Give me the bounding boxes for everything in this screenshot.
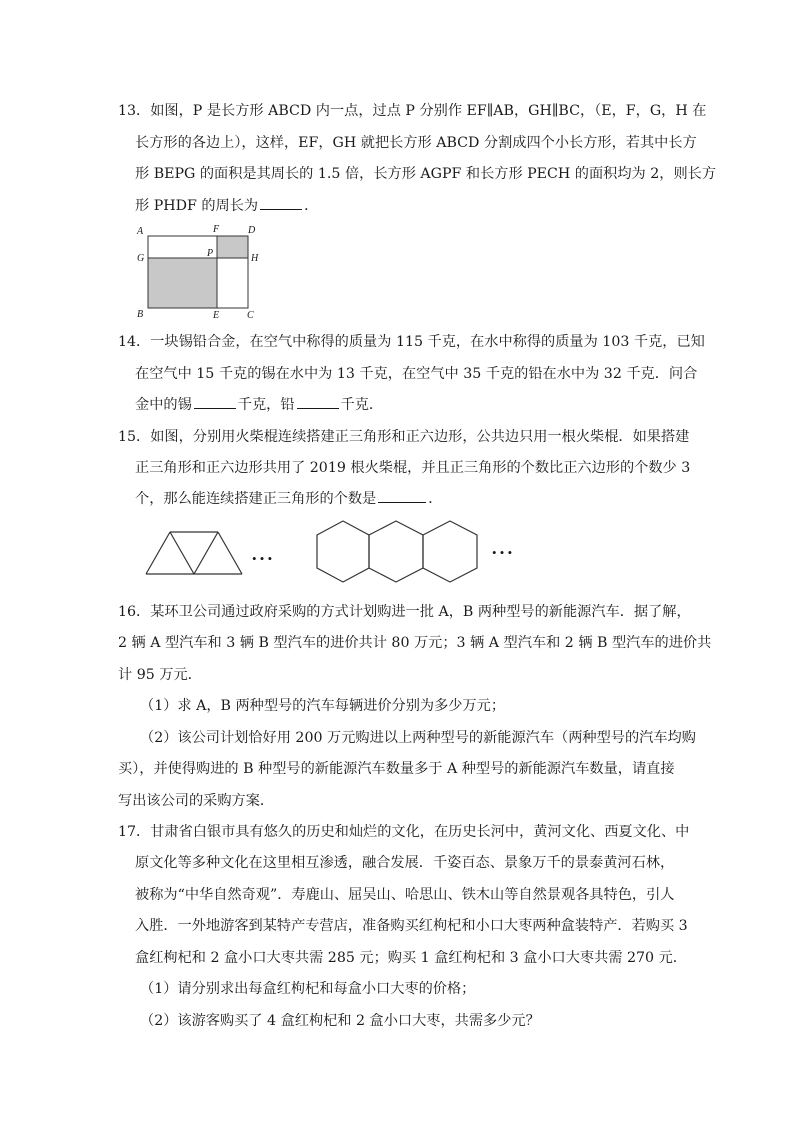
q13-line-2: 长方形的各边上），这样，EF，GH 就把长方形 ABCD 分割成四个小长方形，若其中长方 bbox=[135, 135, 697, 151]
q16-line-3: 计 95 万元． bbox=[118, 667, 202, 683]
matchstick bbox=[170, 532, 194, 574]
ellipsis-triangles: • • • bbox=[252, 551, 273, 566]
q15-line-3 bbox=[135, 489, 442, 509]
rect-phdf-shaded bbox=[217, 236, 248, 258]
q15-end: ． bbox=[428, 491, 443, 507]
q16-line-2: 2 辆 A 型汽车和 3 辆 B 型汽车的进价共计 80 万元；3 辆 A 型汽车和 2 辆 B 型汽车的进价共 bbox=[118, 635, 712, 651]
ellipsis-hexagons: • • • bbox=[492, 545, 513, 560]
label-a: A bbox=[137, 226, 144, 237]
rect-bepg-shaded bbox=[148, 258, 217, 308]
answer-blank-tin[interactable] bbox=[194, 395, 236, 409]
q16-sub-2-end: 写出该公司的采购方案． bbox=[118, 793, 275, 809]
q14-text-c: 千克． bbox=[340, 397, 384, 413]
q17-sub-2: （2）该游客购买了 4 盒红枸杞和 2 盒小口大枣，共需多少元？ bbox=[140, 1013, 540, 1029]
q13-line-4 bbox=[135, 196, 318, 216]
label-c: C bbox=[247, 310, 254, 320]
q17-line-5: 盒红枸杞和 2 盒小口大枣共需 285 元；购买 1 盒红枸杞和 3 盒小口大枣共需 270 元． bbox=[135, 950, 687, 966]
q13-text: 形 PHDF 的周长为 bbox=[135, 198, 259, 214]
q16-sub-2: （2）该公司计划恰好用 200 万元购进以上两种型号的新能源汽车（两种型号的汽车均购 bbox=[140, 730, 696, 746]
matchstick bbox=[146, 532, 170, 574]
q17-line-2: 原文化等多种文化在这里相互渗透，融合发展．千姿百态、景象万千的景泰黄河石林， bbox=[135, 855, 675, 871]
q15-text: 个，那么能连续搭建正三角形的个数是 bbox=[135, 491, 377, 507]
label-b: B bbox=[137, 309, 144, 320]
answer-blank-lead[interactable] bbox=[297, 395, 339, 409]
q13-end: ． bbox=[304, 198, 319, 214]
label-d: D bbox=[248, 225, 256, 236]
q14-line-2: 在空气中 15 千克的锡在水中为 13 千克，在空气中 35 千克的铅在水中为 32 千克．问合 bbox=[135, 366, 698, 382]
q16-line-1: 16．某环卫公司通过政府采购的方式计划购进一批 A，B 两种型号的新能源汽车．据了解， bbox=[118, 604, 691, 620]
matchstick bbox=[194, 532, 218, 574]
label-h: H bbox=[251, 253, 259, 264]
hexagon bbox=[317, 521, 369, 582]
q14-line-3 bbox=[135, 395, 383, 415]
q13-line-3: 形 BEPG 的面积是其周长的 1.5 倍，长方形 AGPF 和长方形 PECH 的面积均为 2，则长方 bbox=[135, 166, 717, 182]
q13-line-1: 13．如图，P 是长方形 ABCD 内一点，过点 P 分别作 EF∥AB，GH∥BC，（E，F，G，H 在 bbox=[118, 103, 707, 119]
label-p: P bbox=[207, 248, 214, 259]
q17-line-1: 17．甘肃省白银市具有悠久的历史和灿烂的文化，在历史长河中，黄河文化、西夏文化、中 bbox=[118, 824, 690, 840]
q17-line-4: 入胜．一外地游客到某特产专营店，准备购买红枸杞和小口大枣两种盒装特产．若购买 3 bbox=[135, 918, 688, 934]
q17-line-3: 被称为“中华自然奇观”．寿鹿山、屈吴山、哈思山、铁木山等自然景观各具特色，引人 bbox=[135, 887, 675, 903]
q14-line-1: 14．一块锡铅合金，在空气中称得的质量为 115 千克，在水中称得的质量为 103 千克，已知 bbox=[118, 334, 705, 350]
q16-sub-2-cont: 买），并使得购进的 B 种型号的新能源汽车数量多于 A 种型号的新能源汽车数量，请直接 bbox=[118, 761, 675, 777]
label-f: F bbox=[213, 224, 220, 235]
hexagon bbox=[369, 521, 423, 582]
q15-line-2: 正三角形和正六边形共用了 2019 根火柴棍，并且正三角形的个数比正六边形的个数少 3 bbox=[135, 460, 691, 476]
matchstick-figure bbox=[140, 518, 540, 590]
answer-blank[interactable] bbox=[260, 196, 302, 210]
q14-text-a: 金中的锡 bbox=[135, 397, 192, 413]
label-e: E bbox=[213, 310, 220, 320]
hexagon bbox=[423, 521, 477, 582]
triangles bbox=[146, 532, 242, 574]
rectangle-figure bbox=[135, 222, 265, 320]
q17-sub-1: （1）请分别求出每盒红枸杞和每盒小口大枣的价格； bbox=[140, 981, 476, 997]
answer-blank[interactable] bbox=[378, 489, 426, 503]
label-g: G bbox=[137, 253, 145, 264]
q14-text-b: 千克，铅 bbox=[237, 397, 295, 413]
q15-line-1: 15．如图，分别用火柴棍连续搭建正三角形和正六边形，公共边只用一根火柴棍．如果搭建 bbox=[118, 429, 690, 445]
q16-sub-1: （1）求 A，B 两种型号的汽车每辆进价分别为多少万元； bbox=[140, 698, 506, 714]
hexagons bbox=[317, 521, 477, 582]
matchstick bbox=[218, 532, 242, 574]
